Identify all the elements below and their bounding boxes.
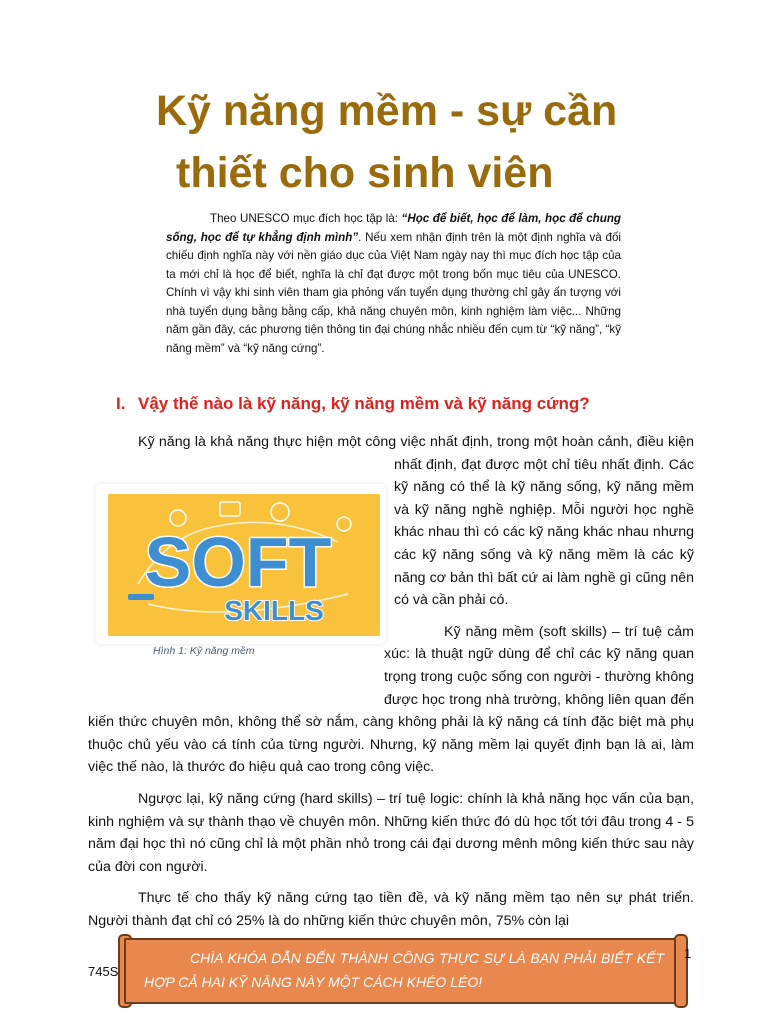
page-number: 1 bbox=[684, 946, 692, 961]
title-line-2: thiết cho sinh viên bbox=[176, 149, 554, 197]
footer-code: 745S bbox=[88, 964, 119, 979]
soft-skills-image bbox=[108, 494, 380, 636]
intro-quote: “Học để biết, học để làm, học để chung sống, học để tự khẳng định mình” bbox=[166, 212, 621, 244]
figure-word-soft: SOFT bbox=[144, 523, 332, 601]
callout-banner bbox=[124, 938, 684, 1004]
intro-rest: . Nếu xem nhận định trên là một định nghĩa và đối chiếu định nghĩa này với nền giáo dục của Việt Nam ngày nay thì mục đích học tập của ta mới chỉ là học để biết, nghĩa là chỉ đạt được một trong bốn mục tiêu của UNESCO. Chính vì vậy khi sinh viên tham gia phỏng vấn tuyển dụng thường chỉ gây ấn tượng với nhà tuyển dụng bằng bằng cấp, khả năng chuyên môn, kinh nghiệm làm việc... Những năm gần đây, các phương tiện thông tin đại chúng nhắc nhiều đến cụm từ “kỹ năng”, “kỹ năng mềm” và “kỹ năng cứng”. bbox=[166, 230, 622, 355]
soft-skills-illustration bbox=[108, 494, 380, 636]
paragraph-reality: Thực tế cho thấy kỹ năng cứng tạo tiền đề, và kỹ năng mềm tạo nên sự phát triển. Người thành đạt chỉ có 25% là do những kiến thức chuyên môn, 75% còn lại bbox=[88, 890, 694, 929]
paragraph-hard-skills: Ngược lại, kỹ năng cứng (hard skills) – trí tuệ logic: chính là khả năng học vấn của bạn, kinh nghiệm và sự thành thạo về chuyên môn. Những kiến thức đó dù học tốt tới đâu trong 4 - 5 năm đại học thì nó cũng chỉ là một phần nhỏ trong cái đại dương mênh mông kiến thức sau này của đời con người. bbox=[88, 790, 694, 875]
paragraph-skills: Kỹ năng là khả năng thực hiện một công việc nhất định, trong một hoàn cảnh, điều kiện nhất định, đạt được một chỉ tiêu nhất định. Các kỹ năng có thể là kỹ năng sống, kỹ năng mềm và kỹ năng nghề nghiệp. Mỗi người học nghề khác nhau thì có các kỹ năng khác nhau nhưng các kỹ năng sống và kỹ năng mềm là các kỹ năng cơ bản thì bất cứ ai làm nghề gì cũng nên có và cần phải có. bbox=[138, 434, 694, 609]
soft-skills-figure bbox=[96, 484, 388, 648]
intro-lead: Theo UNESCO mục đích học tập là: bbox=[210, 212, 402, 225]
figure-word-skills: SKILLS bbox=[224, 595, 324, 626]
figure-caption: Hình 1: Kỹ năng mềm bbox=[153, 645, 255, 657]
banner-text-block bbox=[144, 946, 664, 994]
section-heading bbox=[116, 394, 716, 414]
page-title bbox=[150, 80, 710, 204]
section-heading-text: Vậy thế nào là kỹ năng, kỹ năng mềm và kỹ năng cứng? bbox=[138, 394, 590, 413]
section-number: I. bbox=[116, 394, 126, 413]
paragraph-soft-skills: Kỹ năng mềm (soft skills) – trí tuệ cảm xúc: là thuật ngữ dùng để chỉ các kỹ năng quan trọng trong cuộc sống con người - thường không được học trong nhà trường, không liên quan đến kiến thức chuyên môn, không thể sờ nắm, càng không phải là kỹ năng cá tính đặc biệt mà phụ thuộc chủ yếu vào cá tính của từng người. Nhưng, kỹ năng mềm lại quyết định bạn là ai, làm việc thế nào, là thước đo hiệu quả cao trong công việc. bbox=[88, 623, 694, 776]
title-line-1: Kỹ năng mềm - sự cần bbox=[156, 87, 618, 135]
banner-text: CHÌA KHÓA DẪN ĐẾN THÀNH CÔNG THỰC SỰ LÀ BẠN PHẢI BIẾT KẾT HỢP CẢ HAI KỸ NĂNG NÀY MỘT CÁCH KHÉO LÉO! bbox=[144, 950, 664, 990]
intro-paragraph bbox=[166, 210, 621, 358]
